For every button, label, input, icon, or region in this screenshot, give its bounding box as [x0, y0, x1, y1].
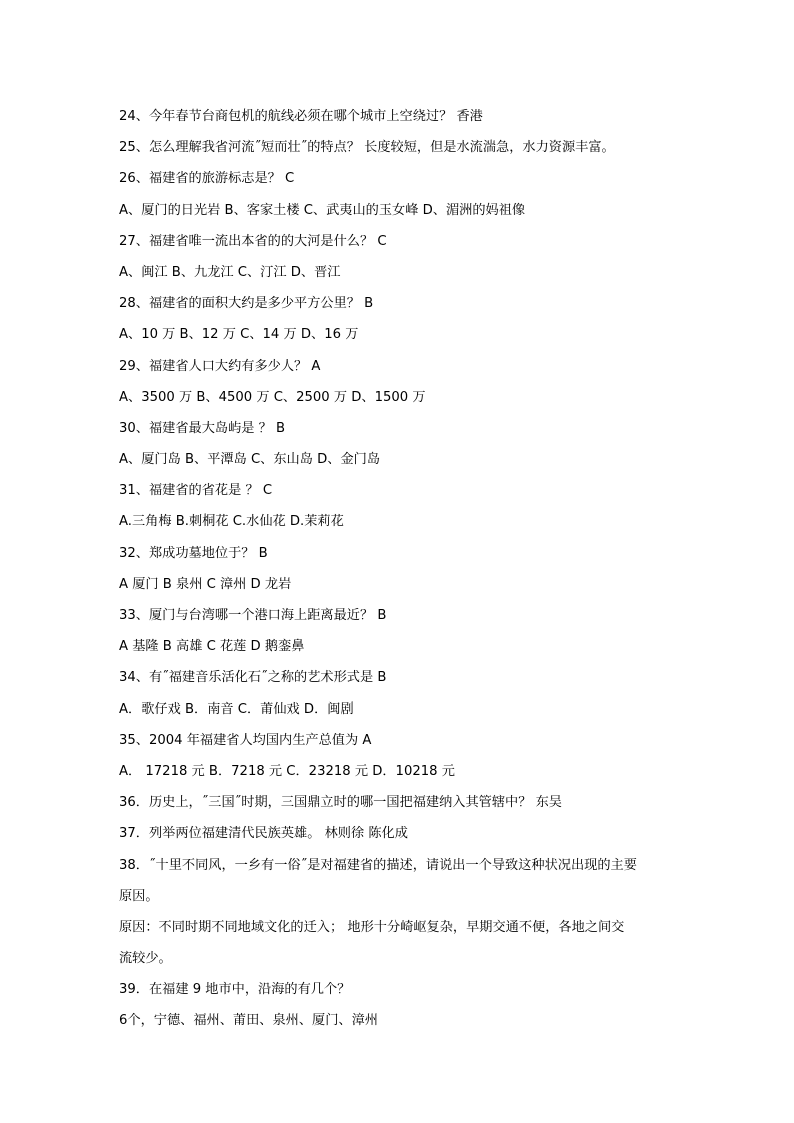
- question-38-answer: 原因：不同时期不同地域文化的迁入； 地形十分崎岖复杂，早期交通不便，各地之间交: [119, 919, 625, 935]
- question-26-options: A、厦门的日光岩 B、客家土楼 C、武夷山的玉女峰 D、湄洲的妈祖像: [119, 202, 526, 218]
- question-34-options: A．歌仔戏 B．南音 C．莆仙戏 D．闽剧: [119, 701, 354, 717]
- question-38: 38．˝十里不同风，一乡有一俗˝是对福建省的描述，请说出一个导致这种状况出现的主要: [119, 857, 637, 873]
- question-31: 31、福建省的省花是 ？ C: [119, 483, 273, 499]
- question-33: 33、厦门与台湾哪一个港口海上距离最近？ B: [119, 608, 387, 623]
- question-30: 30、福建省最大岛屿是 ？ B: [119, 420, 286, 436]
- question-27: 27、福建省唯一流出本省的的大河是什么？ C: [119, 233, 387, 249]
- question-32-options: A 厦门 B 泉州 C 漳州 D 龙岩: [119, 576, 292, 592]
- question-34: 34、有˝福建音乐活化石˝之称的艺术形式是 B: [119, 670, 387, 686]
- question-31-options: A.三角梅 B.刺桐花 C.水仙花 D.茉莉花: [119, 514, 344, 530]
- question-33-options: A 基隆 B 高雄 C 花莲 D 鹅銮鼻: [119, 639, 305, 655]
- question-38-continued: 原因。: [119, 888, 159, 904]
- question-28: 28、福建省的面积大约是多少平方公里？ B: [119, 296, 374, 312]
- question-38-answer-continued: 流较少。: [119, 951, 172, 967]
- question-30-options: A、厦门岛 B、平潭岛 C、东山岛 D、金门岛: [119, 452, 381, 468]
- question-36: 36．历史上，˝三国˝时期，三国鼎立时的哪一国把福建纳入其管辖中？ 东吴: [119, 795, 562, 811]
- question-24: 24、今年春节台商包机的航线必须在哪个城市上空绕过？ 香港: [119, 109, 483, 124]
- question-35: 35、2004 年福建省人均国内生产总值为 A: [119, 732, 372, 748]
- question-29: 29、福建省人口大约有多少人？ A: [119, 358, 321, 374]
- question-39-answer: 6个，宁德、福州、莆田、泉州、厦门、漳州: [119, 1013, 378, 1029]
- question-28-options: A、10 万 B、12 万 C、14 万 D、16 万: [119, 327, 359, 343]
- question-39: 39．在福建 9 地市中，沿海的有几个？: [119, 982, 351, 998]
- question-25: 25、怎么理解我省河流˝短而壮˝的特点？ 长度较短，但是水流湍急，水力资源丰富。: [119, 140, 615, 156]
- question-29-options: A、3500 万 B、4500 万 C、2500 万 D、1500 万: [119, 389, 426, 405]
- question-26: 26、福建省的旅游标志是？ C: [119, 171, 295, 187]
- document-body: [119, 101, 679, 1037]
- question-32: 32、郑成功墓地位于？ B: [119, 545, 268, 561]
- question-27-options: A、闽江 B、九龙江 C、汀江 D、晋江: [119, 264, 341, 280]
- question-37: 37．列举两位福建清代民族英雄。 林则徐 陈化成: [119, 826, 408, 842]
- question-35-options: A． 17218 元 B．7218 元 C．23218 元 D．10218 元: [119, 763, 455, 779]
